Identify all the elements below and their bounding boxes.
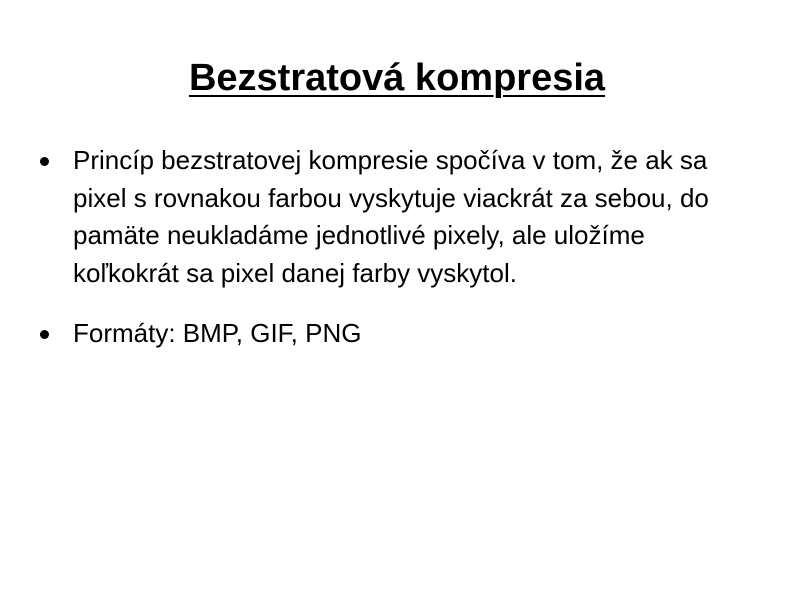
bullet-dot-icon — [40, 157, 49, 166]
bullet-list — [0, 142, 794, 353]
slide-title-text: Bezstratová kompresia — [188, 57, 606, 99]
bullet-dot-icon — [40, 330, 49, 339]
slide-title — [0, 52, 794, 104]
bullet-item-formats — [0, 315, 753, 353]
bullet-text-principle: Princíp bezstratovej kompresie spočíva v tom, že ak sa pixel s rovnakou farbou vyskytuje viackrát za sebou, do pamäte neukladáme jednotlivé pixely, ale uložíme koľkokrát sa pixel danej farby vyskytol. — [73, 145, 709, 288]
bullet-item-principle — [0, 142, 753, 292]
bullet-text-formats: Formáty: BMP, GIF, PNG — [73, 318, 362, 348]
